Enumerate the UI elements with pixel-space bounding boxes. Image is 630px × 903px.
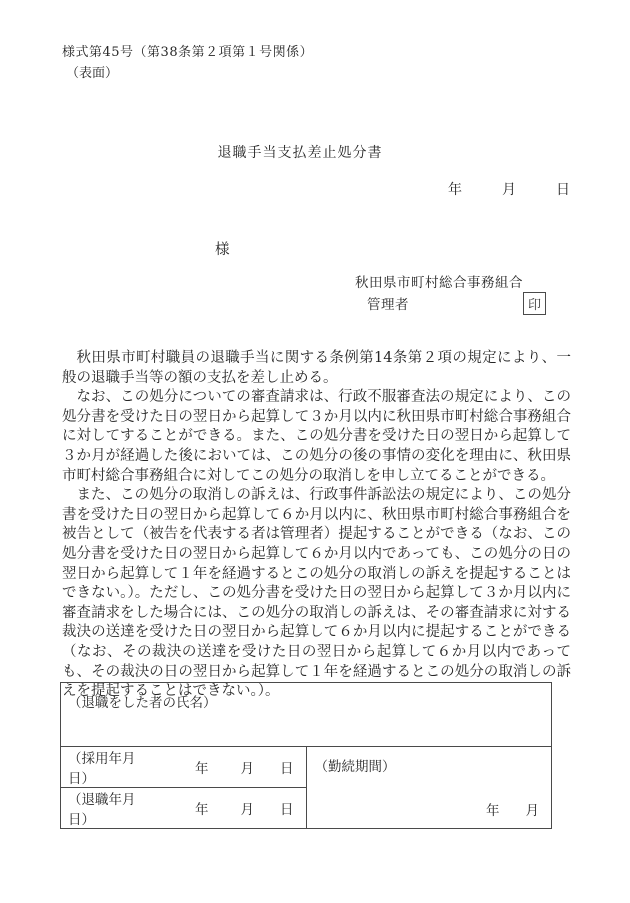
date-day-label: 日 xyxy=(556,182,570,198)
retire-date-label: （退職年月日） xyxy=(68,792,136,828)
seal-placeholder xyxy=(523,292,546,315)
table-row xyxy=(61,747,552,788)
period-month-label: 月 xyxy=(525,803,539,819)
retiree-name-cell xyxy=(61,683,552,747)
retire-month-label: 月 xyxy=(240,802,254,818)
hire-month-label: 月 xyxy=(240,761,254,777)
side-label: （表面） xyxy=(66,66,119,81)
issuer-title: 管理者 xyxy=(367,297,409,313)
issue-date-line xyxy=(448,179,570,199)
date-year-label: 年 xyxy=(448,182,462,198)
body-paragraph: また、この処分の取消しの訴えは、行政事件訴訟法の規定により、この処分書を受けた日の翌日から起算して６か月以内に、秋田県市町村総合事務組合を被告として（被告を代表する者は管理者）提起することができる（なお、この処分書を受けた日の翌日から起算して６か月以内であっても、この処分の日の翌日から起算して１年を経過するとこの処分の取消しの訴えを提起することはできない。）。ただし、この処分書を受けた日の翌日から起算して３か月以内に審査請求をした場合には、この処分の取消しの訴えは、その審査請求に対する裁決の送達を受けた日の翌日から起算して６か月以内に提起することができる（なお、その裁決の送達を受けた日の翌日から起算して６か月以内であっても、その裁決の日の翌日から起算して１年を経過するとこの処分の取消しの訴えを提起することはできない。）。 xyxy=(62,487,571,700)
hire-day-label: 日 xyxy=(280,761,294,777)
body-paragraph: 秋田県市町村職員の退職手当に関する条例第14条第２項の規定により、一般の退職手当等の額の支払を差し止める。 xyxy=(62,350,571,386)
recipient-honorific: 様 xyxy=(215,242,230,258)
retire-day-label: 日 xyxy=(280,802,294,818)
retire-year-label: 年 xyxy=(195,802,209,818)
service-period-cell xyxy=(306,747,552,829)
document-title: 退職手当支払差止処分書 xyxy=(217,145,383,161)
body-paragraph: なお、この処分についての審査請求は、行政不服審査法の規定により、この処分書を受けた日の翌日から起算して３か月以内に秋田県市町村総合事務組合に対してすることができる。また、この処分書を受けた日の翌日から起算して３か月が経過した後においては、この処分の後の事情の変化を理由に、秋田県市町村総合事務組合に対してこの処分の取消しを申し立てることができる。 xyxy=(62,389,571,484)
seal-mark: 印 xyxy=(527,298,541,313)
hire-date-cell xyxy=(61,747,307,788)
body-text xyxy=(62,349,571,702)
table-row xyxy=(61,683,552,747)
retiree-info-table xyxy=(60,682,552,829)
hire-year-label: 年 xyxy=(195,761,209,777)
service-period-value-line xyxy=(486,799,539,819)
issuer-organization: 秋田県市町村総合事務組合 xyxy=(355,275,523,291)
retiree-name-label: （退職をした者の氏名） xyxy=(68,695,217,711)
period-year-label: 年 xyxy=(486,803,500,819)
retire-date-cell xyxy=(61,788,307,829)
hire-date-label: （採用年月日） xyxy=(68,751,136,787)
form-number: 様式第45号（第38条第２項第１号関係） xyxy=(62,45,314,60)
service-period-label: （勤続期間） xyxy=(314,759,396,775)
date-month-label: 月 xyxy=(502,182,516,198)
